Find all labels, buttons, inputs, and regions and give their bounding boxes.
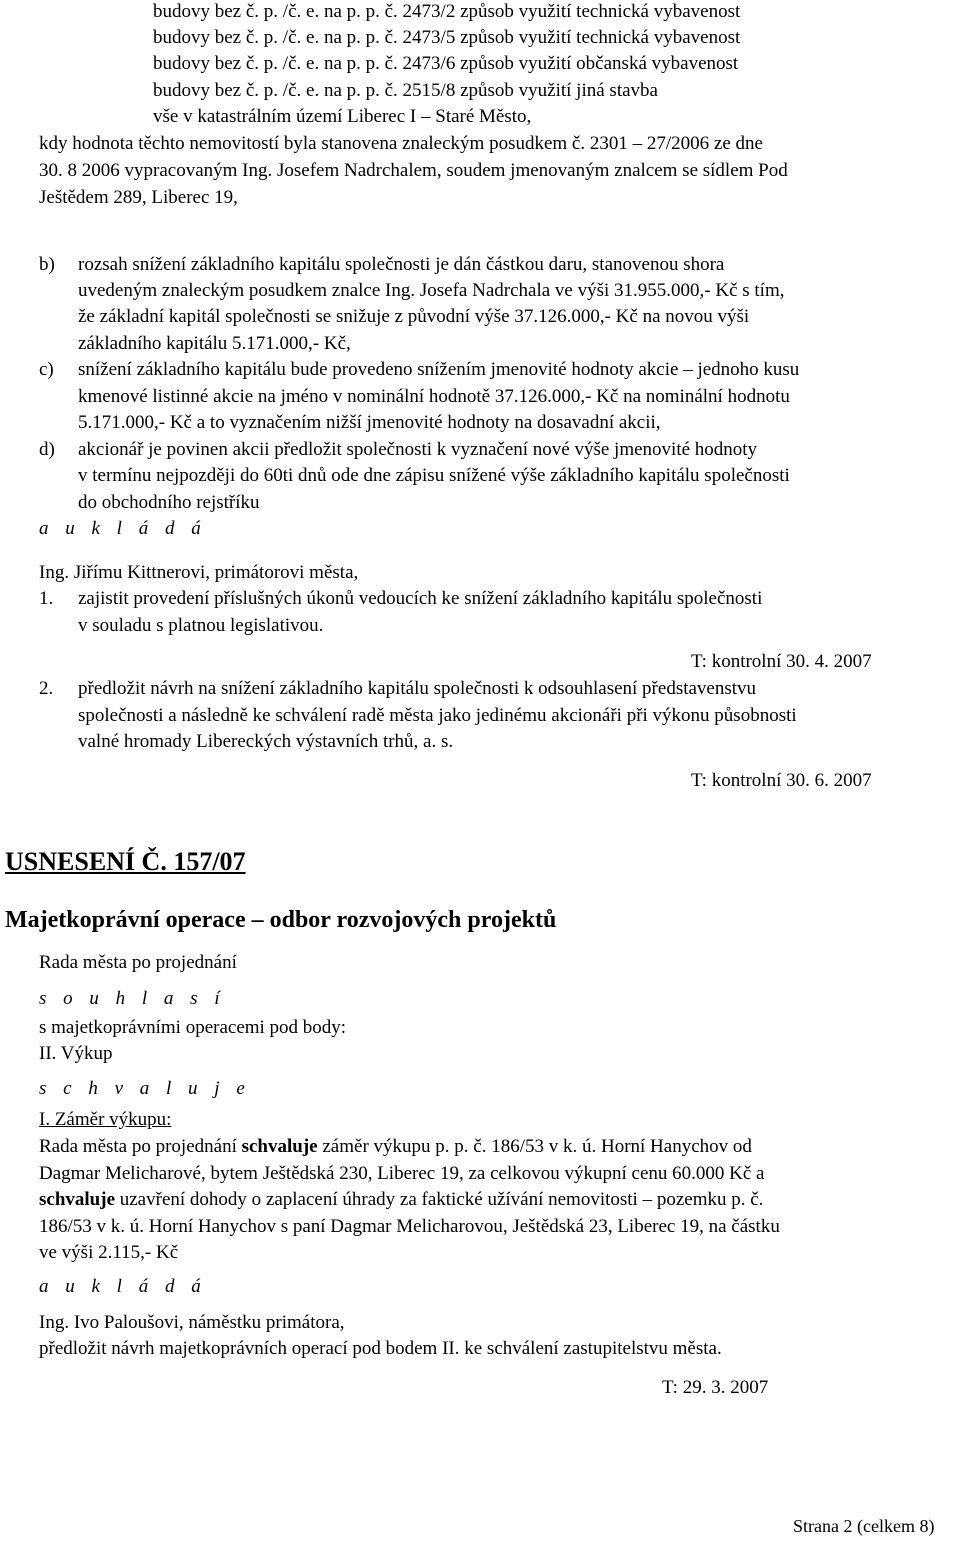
building-line-2: budovy bez č. p. /č. e. na p. p. č. 2473/5 způsob využití technická vybavenost	[153, 27, 741, 48]
palous-deadline: T: 29. 3. 2007	[662, 1377, 769, 1398]
schvaluje-heading: s c h v a l u j e	[39, 1078, 251, 1099]
task-2-number: 2.	[39, 678, 54, 699]
item-b-line-3: že základní kapitál společnosti se snižuje z původní výše 37.126.000,- Kč na novou výši	[78, 306, 750, 327]
building-line-4: budovy bez č. p. /č. e. na p. p. č. 2515/8 způsob využití jiná stavba	[153, 80, 658, 101]
task-2-line-3: valné hromady Libereckých výstavních trhů, a. s.	[78, 731, 454, 752]
task-1-line-2: v souladu s platnou legislativou.	[78, 615, 324, 636]
valuation-para-line-2: 30. 8 2006 vypracovaným Ing. Josefem Nadrchalem, soudem jmenovaným znalcem se sídlem Pod	[39, 160, 788, 181]
building-line-3: budovy bez č. p. /č. e. na p. p. č. 2473/6 způsob využití občanská vybavenost	[153, 53, 739, 74]
valuation-para-line-3: Ještědem 289, Liberec 19,	[39, 187, 238, 208]
cadastral-area-line: vše v katastrálním území Liberec I – Staré Město,	[153, 106, 532, 127]
resolution-title: USNESENÍ Č. 157/07	[5, 847, 246, 876]
item-d-line-3: do obchodního rejstříku	[78, 492, 260, 513]
item-d-label: d)	[39, 439, 55, 460]
addressee-kittner: Ing. Jiřímu Kittnerovi, primátorovi města,	[39, 562, 359, 583]
page-footer: Strana 2 (celkem 8)	[793, 1516, 935, 1536]
task-1-deadline: T: kontrolní 30. 4. 2007	[691, 651, 872, 672]
palous-task: předložit návrh majetkoprávních operací pod bodem II. ke schválení zastupitelstvu města.	[39, 1338, 722, 1359]
item-b-line-1: rozsah snížení základního kapitálu společnosti je dán částkou daru, stanovenou shora	[78, 254, 725, 275]
task-2-line-2: společnosti a následně ke schválení radě města jako jedinému akcionáři při výkonu působnosti	[78, 705, 797, 726]
zamer-para-line-1: Rada města po projednání schvaluje záměr výkupu p. p. č. 186/53 v k. ú. Horní Hanychov od	[39, 1136, 752, 1157]
building-line-1: budovy bez č. p. /č. e. na p. p. č. 2473/2 způsob využití technická vybavenost	[153, 1, 741, 22]
zamer-para-line-2: Dagmar Melicharové, bytem Ještědská 230, Liberec 19, za celkovou výkupní cenu 60.000 Kč a	[39, 1163, 765, 1184]
item-b-line-4: základního kapitálu 5.171.000,- Kč,	[78, 333, 351, 354]
task-2-line-1: předložit návrh na snížení základního kapitálu společnosti k odsouhlasení představenstvu	[78, 678, 757, 699]
rada-line: Rada města po projednání	[39, 952, 237, 973]
zamer-para-line-4: 186/53 v k. ú. Horní Hanychov s paní Dagmar Melicharovou, Ještědská 23, Liberec 19, na částku	[39, 1216, 780, 1237]
valuation-para-line-1: kdy hodnota těchto nemovitostí byla stanovena znaleckým posudkem č. 2301 – 27/2006 ze dne	[39, 133, 763, 154]
souhlasi-heading: s o u h l a s í	[39, 988, 226, 1009]
item-c-line-1: snížení základního kapitálu bude provedeno snížením jmenovité hodnoty akcie – jednoho kusu	[78, 359, 800, 380]
item-c-label: c)	[39, 359, 54, 380]
addressee-palous: Ing. Ivo Paloušovi, náměstku primátora,	[39, 1312, 345, 1333]
majetko-line: s majetkoprávními operacemi pod body:	[39, 1017, 347, 1038]
task-1-line-1: zajistit provedení příslušných úkonů vedoucích ke snížení základního kapitálu společnosti	[78, 588, 763, 609]
item-b-label: b)	[39, 254, 55, 275]
item-c-line-2: kmenové listinné akcie na jméno v nominální hodnotě 37.126.000,- Kč na nominální hodnotu	[78, 386, 790, 407]
zamer-heading: I. Záměr výkupu:	[39, 1109, 172, 1130]
item-d-line-2: v termínu nejpozději do 60ti dnů ode dne zápisu snížené výše základního kapitálu společnosti	[78, 465, 790, 486]
item-c-line-3: 5.171.000,- Kč a to vyznačením nižší jmenovité hodnoty na dosavadní akcii,	[78, 412, 661, 433]
zamer-para-line-5: ve výši 2.115,- Kč	[39, 1242, 179, 1263]
uklada-heading-2: a u k l á d á	[39, 1276, 207, 1297]
vykup-line: II. Výkup	[39, 1043, 113, 1064]
zamer-para-line-3: schvaluje uzavření dohody o zaplacení úhrady za faktické užívání nemovitosti – pozemku p. č.	[39, 1189, 764, 1210]
item-b-line-2: uvedeným znaleckým posudkem znalce Ing. Josefa Nadrchala ve výši 31.955.000,- Kč s tím,	[78, 280, 785, 301]
task-1-number: 1.	[39, 588, 54, 609]
task-2-deadline: T: kontrolní 30. 6. 2007	[691, 770, 872, 791]
resolution-subtitle: Majetkoprávní operace – odbor rozvojových projektů	[5, 907, 557, 933]
item-d-line-1: akcionář je povinen akcii předložit společnosti k vyznačení nové výše jmenovité hodnoty	[78, 439, 758, 460]
uklada-heading-1: a u k l á d á	[39, 518, 207, 539]
